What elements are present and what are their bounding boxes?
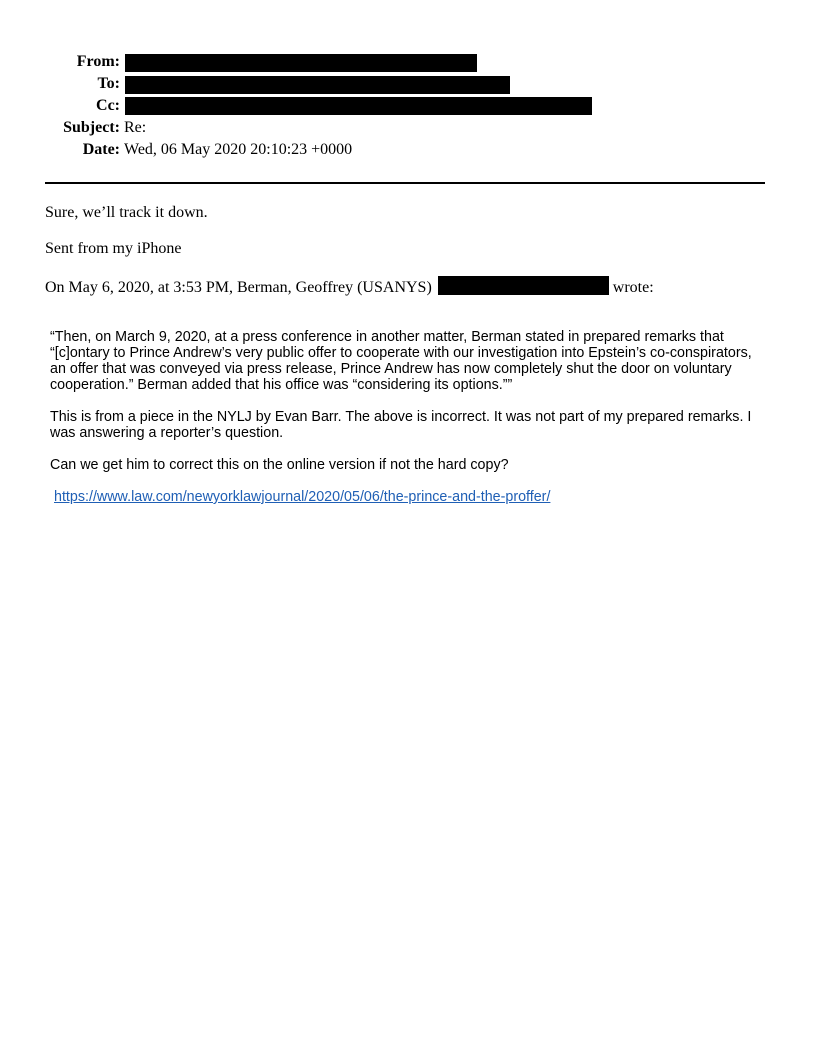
from-label: From: [76, 53, 120, 70]
attribution-line [45, 276, 654, 297]
reply-line: Sure, we’ll track it down. [45, 204, 208, 221]
subject-row [0, 118, 816, 138]
quoted-paragraph-1: “Then, on March 9, 2020, at a press conference in another matter, Berman stated in prepared remarks that “[c]ontary to Prince Andrew’s very public offer to cooperate with our investigation into Epstein’s co-conspirators, an offer that was conveyed via press release, Prince Andrew has now completely shut the door on voluntary cooperation.” Berman added that his office was “considering its options.”” [50, 329, 752, 393]
date-row [0, 140, 816, 160]
date-label: Date: [82, 141, 120, 158]
to-row [0, 74, 816, 94]
from-redaction [125, 54, 477, 72]
article-link-row [54, 489, 774, 505]
subject-label: Subject: [63, 119, 120, 136]
to-label: To: [97, 75, 120, 92]
cc-row [0, 96, 816, 116]
attribution-suffix: wrote: [612, 279, 654, 296]
article-link[interactable]: https://www.law.com/newyorklawjournal/2020/05/06/the-prince-and-the-proffer/ [54, 489, 551, 505]
to-redaction [125, 76, 510, 94]
cc-label: Cc: [96, 97, 120, 114]
from-row [0, 52, 816, 72]
subject-value: Re: [124, 119, 147, 136]
quoted-paragraph-2: This is from a piece in the NYLJ by Evan Barr. The above is incorrect. It was not part of my prepared remarks. I was answering a reporter’s question. [50, 409, 752, 441]
attribution-redaction [438, 276, 609, 295]
signature-line: Sent from my iPhone [45, 240, 182, 257]
cc-redaction [125, 97, 592, 115]
attribution-prefix: On May 6, 2020, at 3:53 PM, Berman, Geoffrey (USANYS) [45, 279, 432, 296]
header-divider [45, 182, 765, 184]
date-value: Wed, 06 May 2020 20:10:23 +0000 [124, 141, 353, 158]
quoted-paragraph-3: Can we get him to correct this on the online version if not the hard copy? [50, 457, 509, 473]
